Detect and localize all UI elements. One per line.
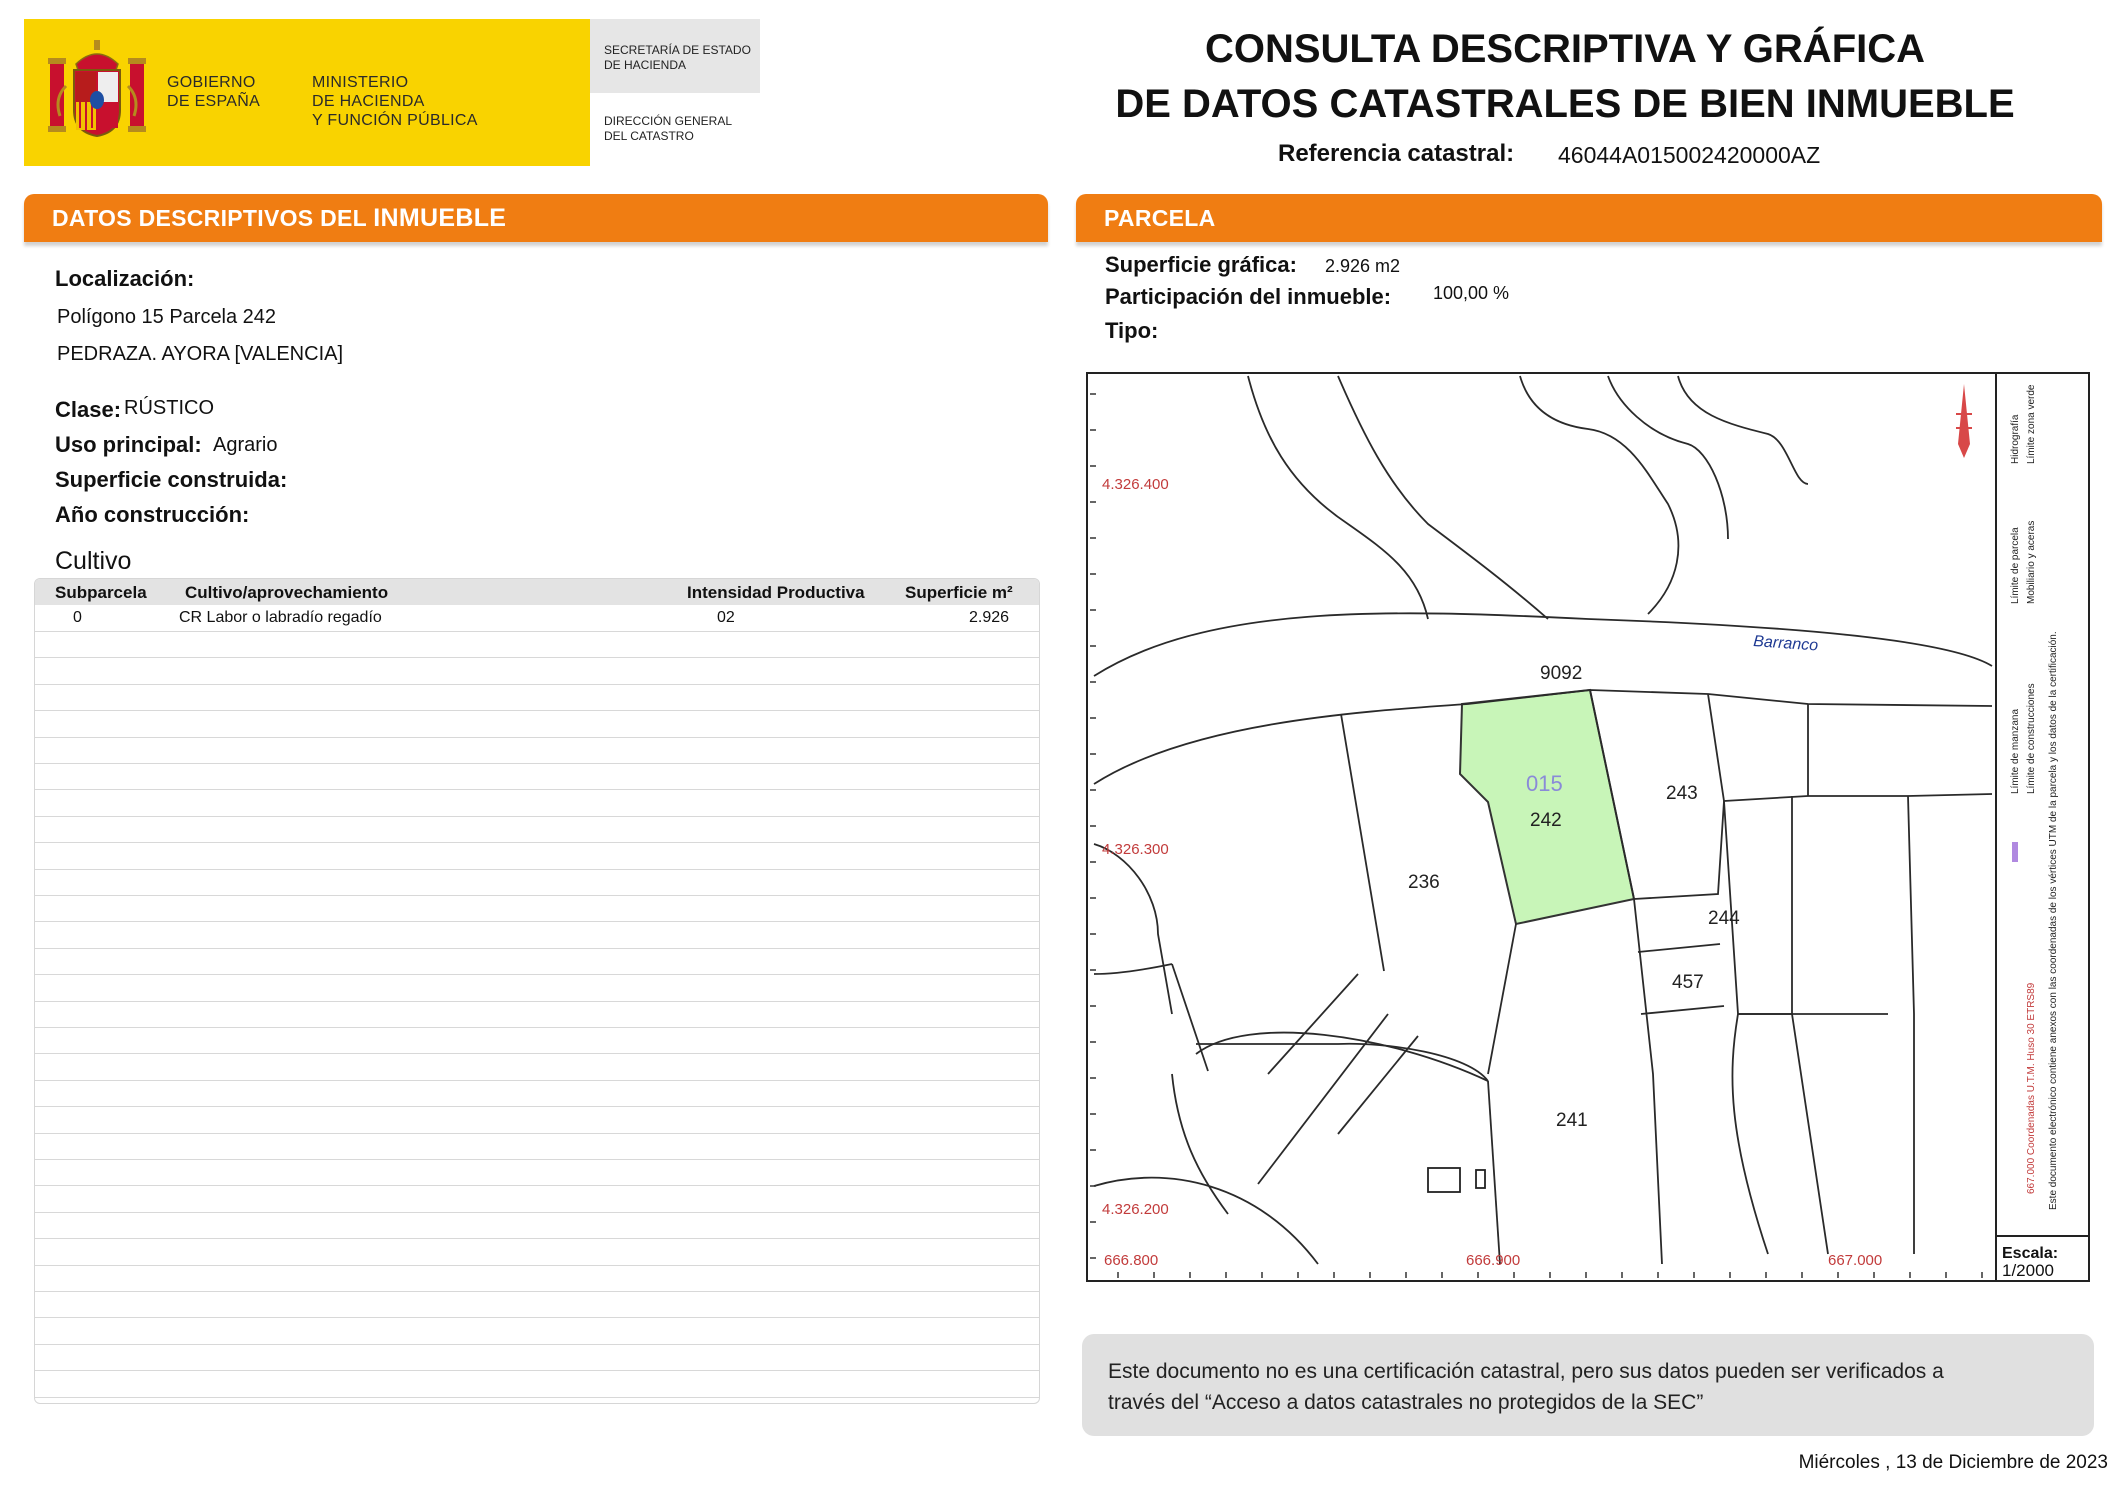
participacion-value: 100,00 % (1433, 283, 1510, 303)
table-row-line (35, 895, 1039, 896)
col-intensidad: Intensidad Productiva (687, 583, 865, 602)
localizacion-line2: PEDRAZA. AYORA [VALENCIA] (57, 343, 344, 365)
scale-value: 1/2000 (2002, 1261, 2054, 1280)
superficie-grafica-label: Superficie gráfica: (1105, 252, 1297, 277)
descriptive-bar-title-b: INMUEBLE (373, 204, 507, 232)
superficie-construida-label: Superficie construida: (55, 467, 288, 492)
parcel-label-241: 241 (1556, 1110, 1588, 1131)
table-row-line (35, 816, 1039, 817)
coat-of-arms-logo (46, 36, 148, 146)
table-row-line (35, 1212, 1039, 1213)
building-outline (1476, 1170, 1485, 1188)
map-canvas (1088, 374, 2088, 1280)
table-row-line (35, 842, 1039, 843)
ref-catastral-value: 46044A015002420000AZ (1558, 142, 1821, 168)
legend-coords-text: 667.000 Coordenadas U.T.M. Huso 30 ETRS89 (2026, 982, 2037, 1194)
table-row-line (35, 657, 1039, 658)
localizacion-label: Localización: (55, 266, 195, 291)
parcel-label-242: 242 (1530, 810, 1562, 831)
clase-value: RÚSTICO (124, 397, 214, 419)
cultivo-table-header (35, 579, 1039, 605)
direction-line2: DEL CATASTRO (604, 129, 694, 143)
table-row-line (35, 1106, 1039, 1107)
table-row-line (35, 1397, 1039, 1398)
gov-name-line1: GOBIERNO (167, 74, 256, 91)
gov-name-line2: DE ESPAÑA (167, 93, 261, 110)
cell-superficie: 2.926 (969, 609, 1010, 626)
parcel-label-9092: 9092 (1540, 663, 1583, 684)
table-row-line (35, 948, 1039, 949)
parcel-label-457: 457 (1672, 972, 1704, 993)
coord-y-1: 4.326.400 (1102, 476, 1169, 493)
table-row-line (35, 1291, 1039, 1292)
svg-text:Límite de manzana: Límite de manzana (2010, 708, 2021, 794)
svg-text:Límite de parcela: Límite de parcela (2010, 527, 2021, 604)
anio-construccion-label: Año construcción: (55, 502, 250, 527)
parcel-label-243: 243 (1666, 783, 1698, 804)
table-row-line (35, 1317, 1039, 1318)
parcela-section-bar: PARCELA (1076, 194, 2102, 242)
svg-text:Hidrografía: Hidrografía (2010, 414, 2021, 464)
coord-x-3: 667.000 (1828, 1252, 1883, 1269)
table-row-line (35, 1238, 1039, 1239)
legend-swatch-manzana (2012, 842, 2018, 862)
stream-label: Barranco (1752, 633, 1819, 655)
localizacion-line1: Polígono 15 Parcela 242 (57, 306, 277, 328)
table-row-line (35, 710, 1039, 711)
ministry-line1: MINISTERIO (312, 74, 409, 91)
clase-label: Clase: (55, 397, 122, 422)
uso-value: Agrario (213, 434, 278, 456)
secretary-line1: SECRETARÍA DE ESTADO (604, 43, 751, 57)
svg-text:Límite zona verde: Límite zona verde (2026, 384, 2037, 464)
superficie-grafica-value: 2.926 m2 (1325, 256, 1401, 276)
polygon-code-label: 015 (1526, 771, 1563, 796)
col-cultivo: Cultivo/aprovechamiento (185, 583, 389, 602)
legend-column-1 (2010, 414, 2021, 794)
legend-note-text: Este documento electrónico contiene anexos con las coordenadas de los vértices UTM de la parcela y los datos de la certificación. (2048, 631, 2059, 1210)
uso-label: Uso principal: (55, 432, 202, 457)
building-outline (1428, 1168, 1460, 1192)
table-row-line (35, 1265, 1039, 1266)
tipo-label: Tipo: (1105, 318, 1159, 343)
cadastral-map[interactable] (1086, 372, 2090, 1282)
title-line1: CONSULTA DESCRIPTIVA Y GRÁFICA (1204, 27, 1926, 71)
table-row-line (35, 1370, 1039, 1371)
ref-catastral-label: Referencia catastral: (1278, 140, 1515, 167)
coord-y-2: 4.326.300 (1102, 841, 1169, 858)
cultivo-title: Cultivo (55, 547, 132, 575)
table-row-line (35, 684, 1039, 685)
svg-text:Límite de construcciones: Límite de construcciones (2026, 683, 2037, 794)
col-superficie: Superficie m² (905, 583, 1013, 602)
descriptive-bar-title-a: DATOS DESCRIPTIVOS DEL (52, 205, 374, 231)
cell-cultivo: CR Labor o labradío regadío (179, 609, 382, 626)
legend-column-2 (2026, 384, 2037, 794)
table-row-line (35, 869, 1039, 870)
table-row-line (35, 631, 1039, 632)
table-row-line (35, 921, 1039, 922)
document-title (1000, 22, 2126, 132)
title-line2: DE DATOS CATASTRALES DE BIEN INMUEBLE (1115, 82, 2015, 126)
table-row-line (35, 1133, 1039, 1134)
svg-text:Mobiliario y aceras: Mobiliario y aceras (2026, 520, 2037, 604)
table-row-line (35, 1080, 1039, 1081)
parcel-label-244: 244 (1708, 908, 1740, 929)
note-line1: Este documento no es una certificación catastral, pero sus datos pueden ser verificados a (1108, 1360, 1944, 1383)
ministry-line2: DE HACIENDA (312, 93, 425, 110)
secretary-line2: DE HACIENDA (604, 58, 687, 72)
table-row-line (35, 1027, 1039, 1028)
table-row-line (35, 737, 1039, 738)
descriptive-section-bar (24, 194, 1048, 242)
ministry-line3: Y FUNCIÓN PÚBLICA (312, 112, 478, 129)
north-arrow-icon (1956, 384, 1972, 458)
table-row-line (35, 1159, 1039, 1160)
table-row-line (35, 763, 1039, 764)
table-row-line (35, 1344, 1039, 1345)
coord-y-3: 4.326.200 (1102, 1201, 1169, 1218)
direction-line1: DIRECCIÓN GENERAL (604, 114, 733, 128)
cultivo-table (34, 578, 1040, 1404)
table-row-line (35, 1053, 1039, 1054)
table-row-line (35, 974, 1039, 975)
coord-x-1: 666.800 (1104, 1252, 1159, 1269)
col-subparcela: Subparcela (55, 583, 147, 602)
scale-label: Escala: (2002, 1245, 2059, 1262)
cell-subparcela: 0 (73, 609, 82, 626)
parcel-242-highlight (1460, 690, 1634, 924)
table-row-line (35, 1001, 1039, 1002)
note-line2: través del “Acceso a datos catastrales no protegidos de la SEC” (1108, 1391, 1704, 1414)
disclaimer-note (1082, 1334, 2094, 1436)
cell-intensidad: 02 (717, 609, 735, 626)
table-row-line (35, 1185, 1039, 1186)
table-row-line (35, 789, 1039, 790)
parcel-label-236: 236 (1408, 872, 1440, 893)
participacion-label: Participación del inmueble: (1105, 284, 1392, 309)
coord-x-2: 666.900 (1466, 1252, 1521, 1269)
footer-date: Miércoles , 13 de Diciembre de 2023 (1798, 1452, 2108, 1473)
